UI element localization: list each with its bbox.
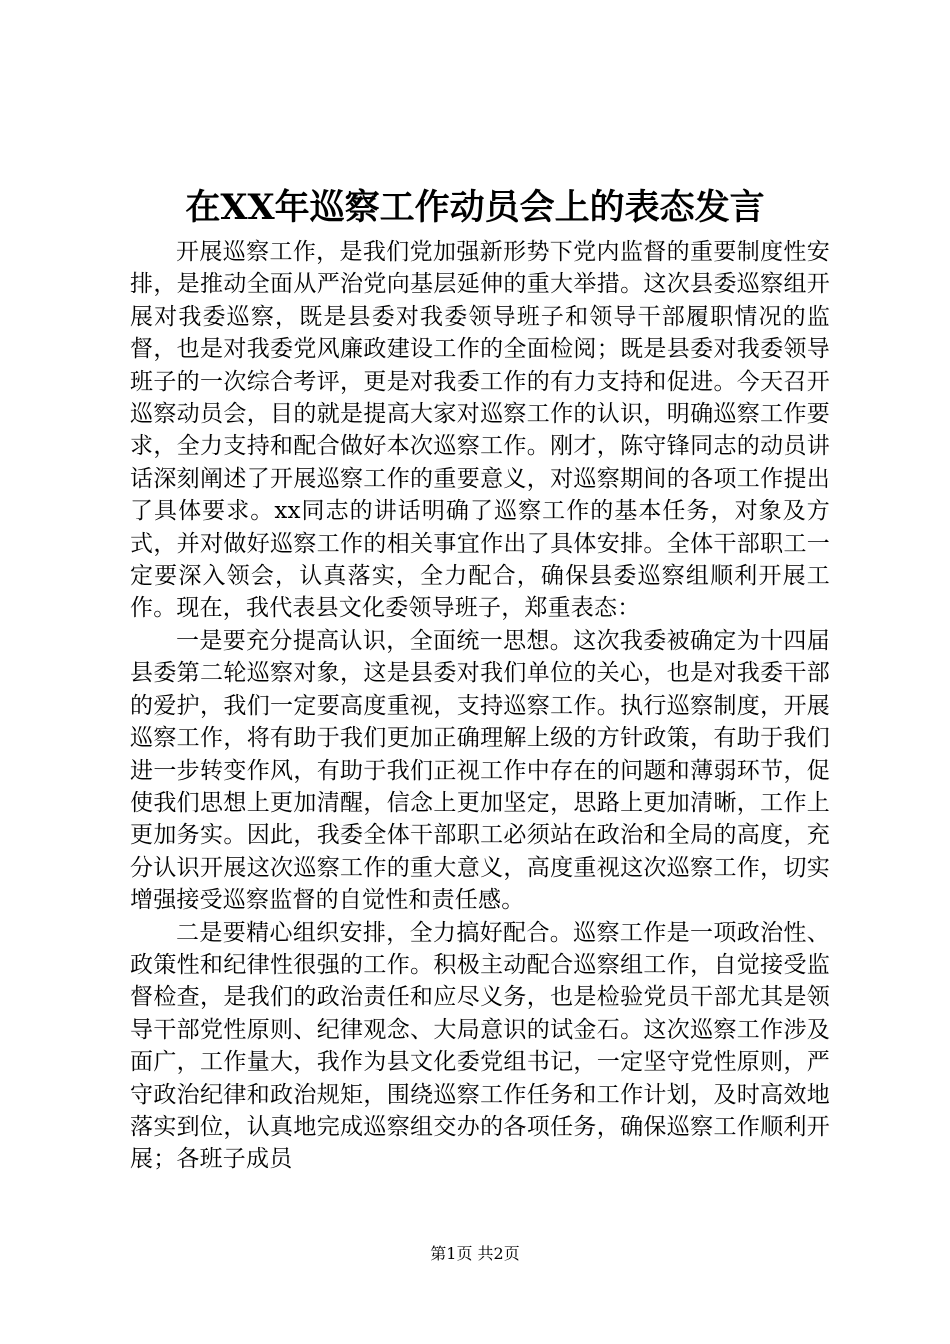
paragraph-2: 一是要充分提高认识，全面统一思想。这次我委被确定为十四届县委第二轮巡察对象，这是县委对我们单位的关心，也是对我委干部的爱护，我们一定要高度重视，支持巡察工作。执行巡察制度，开展巡察工作，将有助于我们更加正确理解上级的方针政策，有助于我们进一步转变作风，有助于我们正视工作中存在的问题和薄弱环节，促使我们思想上更加清醒，信念上更加坚定，思路上更加清晰，工作上更加务实。因此，我委全体干部职工必须站在政治和全局的高度，充分认识开展这次巡察工作的重大意义，高度重视这次巡察工作，切实增强接受巡察监督的自觉性和责任感。 [130,627,830,914]
document-title: 在XX年巡察工作动员会上的表态发言 [185,187,765,228]
paragraph-3: 二是要精心组织安排，全力搞好配合。巡察工作是一项政治性、政策性和纪律性很强的工作。积极主动配合巡察组工作，自觉接受监督检查，是我们的政治责任和应尽义务，也是检验党员干部尤其是领导干部党性原则、纪律观念、大局意识的试金石。这次巡察工作涉及面广，工作量大，我作为县文化委党组书记，一定坚守党性原则，严守政治纪律和政治规矩，围绕巡察工作任务和工作计划，及时高效地落实到位，认真地完成巡察组交办的各项任务，确保巡察工作顺利开展；各班子成员 [130,919,830,1173]
paragraph-1: 开展巡察工作，是我们党加强新形势下党内监督的重要制度性安排，是推动全面从严治党向基层延伸的重大举措。这次县委巡察组开展对我委巡察，既是县委对我委领导班子和领导干部履职情况的监督，也是对我委党风廉政建设工作的全面检阅；既是县委对我委领导班子的一次综合考评，更是对我委工作的有力支持和促进。今天召开巡察动员会，目的就是提高大家对巡察工作的认识，明确巡察工作要求，全力支持和配合做好本次巡察工作。刚才，陈守锋同志的动员讲话深刻阐述了开展巡察工作的重要意义，对巡察期间的各项工作提出了具体要求。xx同志的讲话明确了巡察工作的基本任务，对象及方式，并对做好巡察工作的相关事宜作出了具体安排。全体干部职工一定要深入领会，认真落实，全力配合，确保县委巡察组顺利开展工作。现在，我代表县文化委领导班子，郑重表态： [130,239,830,622]
document-body [130,236,830,1176]
page-footer: 第1页 共2页 [430,1244,520,1263]
